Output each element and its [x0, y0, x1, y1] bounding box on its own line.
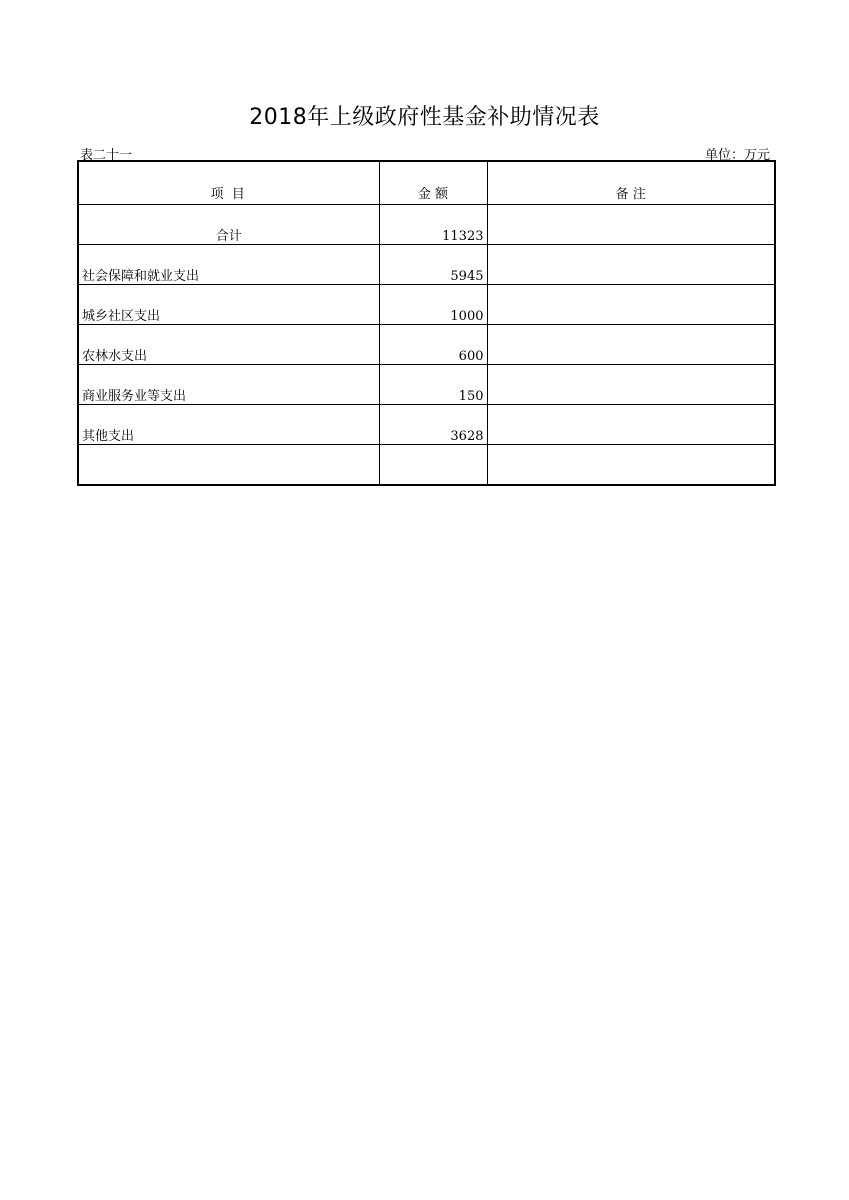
row-item-cell: 农林水支出 — [78, 325, 379, 365]
table-row-empty — [78, 445, 775, 486]
row-note-cell — [487, 365, 775, 405]
row-amount-cell: 3628 — [379, 405, 487, 445]
row-note-cell — [487, 285, 775, 325]
row-item-cell: 合计 — [78, 205, 379, 245]
table-row — [78, 245, 775, 285]
table-row-total — [78, 205, 775, 245]
table-header-row — [78, 161, 775, 205]
row-amount-cell: 600 — [379, 325, 487, 365]
row-note-cell — [487, 205, 775, 245]
header-amount: 金 额 — [379, 161, 487, 205]
header-item: 项 目 — [78, 161, 379, 205]
row-item-cell: 社会保障和就业支出 — [78, 245, 379, 285]
row-note-cell — [487, 445, 775, 486]
table-row — [78, 365, 775, 405]
table-row — [78, 325, 775, 365]
header-note: 备 注 — [487, 161, 775, 205]
row-amount-cell: 1000 — [379, 285, 487, 325]
table-row — [78, 285, 775, 325]
row-item-cell: 城乡社区支出 — [78, 285, 379, 325]
unit-label: 单位：万元 — [704, 148, 770, 163]
table-number: 表二十一 — [80, 148, 133, 163]
row-note-cell — [487, 245, 775, 285]
subsidy-table — [77, 160, 776, 486]
page-title: 2018年上级政府性基金补助情况表 — [249, 105, 600, 130]
row-item-cell — [78, 445, 379, 486]
row-note-cell — [487, 405, 775, 445]
row-amount-cell: 150 — [379, 365, 487, 405]
row-item-cell: 商业服务业等支出 — [78, 365, 379, 405]
row-amount-cell: 5945 — [379, 245, 487, 285]
row-note-cell — [487, 325, 775, 365]
table-row — [78, 405, 775, 445]
row-item-cell: 其他支出 — [78, 405, 379, 445]
row-amount-cell — [379, 445, 487, 486]
row-amount-cell: 11323 — [379, 205, 487, 245]
